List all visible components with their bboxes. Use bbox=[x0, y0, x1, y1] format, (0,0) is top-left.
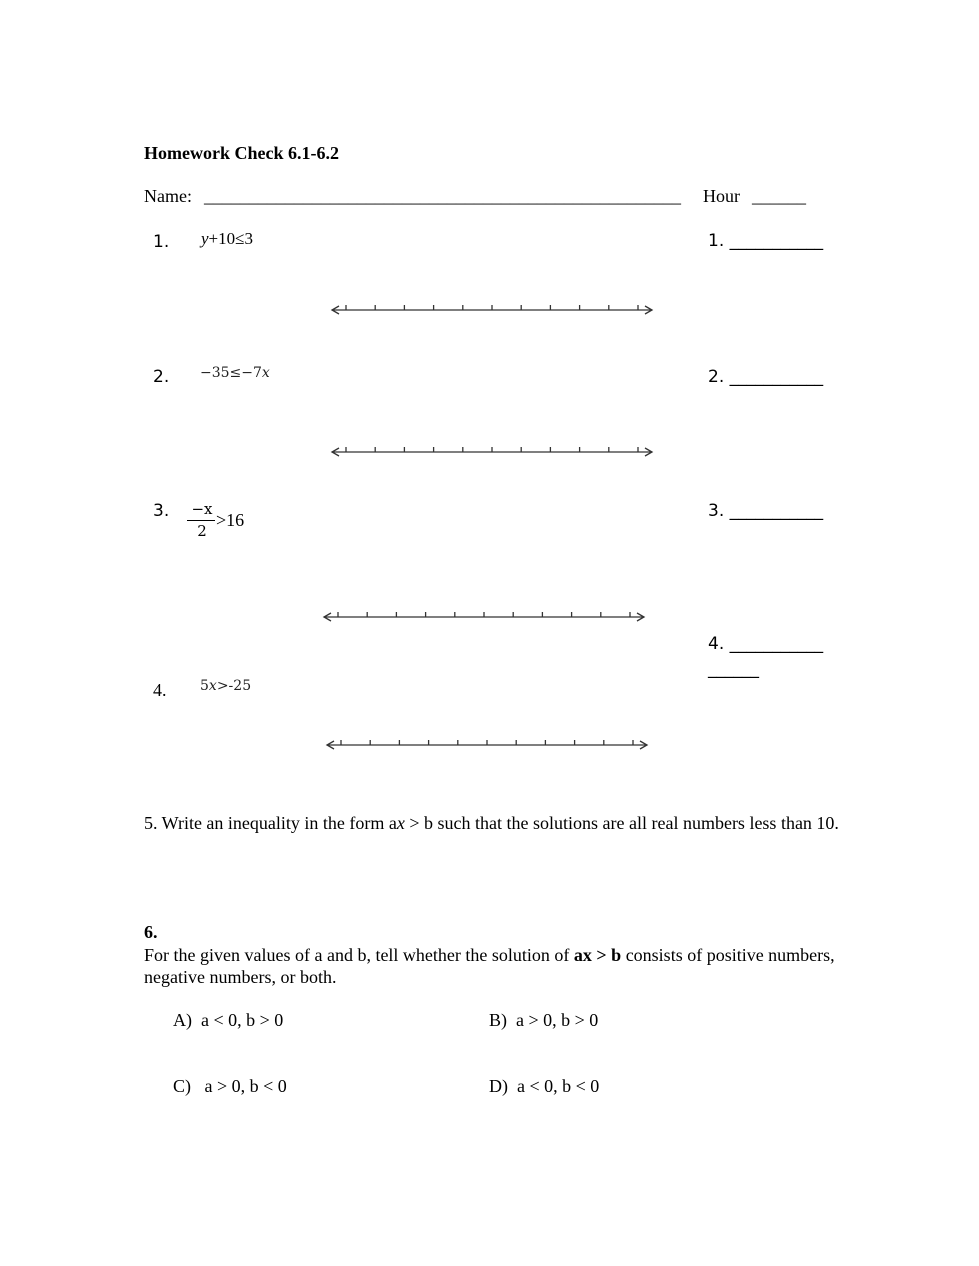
option-d bbox=[489, 1076, 599, 1097]
variable: x bbox=[261, 365, 270, 381]
option-label: D) bbox=[489, 1076, 508, 1096]
problem-3-equation bbox=[187, 500, 257, 545]
number-line-3[interactable] bbox=[320, 606, 648, 626]
option-label: A) bbox=[173, 1010, 192, 1030]
option-text: a > 0, b < 0 bbox=[200, 1076, 287, 1096]
variable: y bbox=[201, 229, 209, 248]
problem-4-equation bbox=[200, 678, 251, 694]
answer-4 bbox=[708, 634, 823, 654]
question-6-number: 6. bbox=[144, 922, 158, 942]
equation-text: >-25 bbox=[216, 678, 252, 694]
number-line-2[interactable] bbox=[328, 441, 656, 461]
problem-4-number: 4. bbox=[153, 680, 167, 700]
question-5-text: > b such that the solutions are all real numbers less than 10. bbox=[404, 813, 839, 833]
question-6-text: For the given values of a and b, tell whether the solution of bbox=[144, 945, 574, 965]
number-line-1[interactable] bbox=[328, 299, 656, 319]
hour-field[interactable]: ______ bbox=[752, 186, 806, 206]
variable: x bbox=[208, 678, 217, 694]
option-text: a > 0, b > 0 bbox=[516, 1010, 599, 1030]
equation-text: −35≤−7 bbox=[200, 365, 262, 381]
equation-text: 5 bbox=[200, 678, 209, 694]
name-label: Name: bbox=[144, 186, 192, 206]
option-text: a < 0, b > 0 bbox=[201, 1010, 284, 1030]
variable: x bbox=[396, 813, 405, 833]
answer-3 bbox=[708, 501, 823, 521]
hour-label: Hour bbox=[703, 186, 740, 206]
equation-text: >16 bbox=[216, 510, 245, 530]
answer-label: 3. bbox=[708, 501, 725, 521]
problem-2-number: 2. bbox=[153, 367, 170, 387]
problem-1-equation bbox=[201, 229, 253, 249]
problem-2-equation bbox=[200, 365, 270, 381]
answer-4-field-continued[interactable]: ______ bbox=[708, 659, 759, 679]
fraction-numerator: −x bbox=[191, 500, 213, 518]
answer-label: 2. bbox=[708, 367, 725, 387]
equation-text: +10≤3 bbox=[208, 229, 253, 248]
page-title: Homework Check 6.1-6.2 bbox=[144, 143, 339, 163]
answer-label: 1. bbox=[708, 231, 725, 251]
problem-3-number: 3. bbox=[153, 501, 170, 521]
answer-2-field[interactable]: ___________ bbox=[729, 367, 824, 387]
question-5 bbox=[144, 812, 844, 834]
option-text: a < 0, b < 0 bbox=[517, 1076, 600, 1096]
answer-3-field[interactable]: ___________ bbox=[729, 501, 824, 521]
option-c bbox=[173, 1076, 287, 1097]
answer-1-field[interactable]: ___________ bbox=[729, 231, 824, 251]
problem-1-number: 1. bbox=[153, 232, 170, 252]
option-label: C) bbox=[173, 1076, 191, 1096]
question-5-text: 5. Write an inequality in the form a bbox=[144, 813, 397, 833]
question-6-text: consists of positive numbers, negative numbers, or both. bbox=[144, 945, 835, 987]
answer-2 bbox=[708, 367, 823, 387]
answer-1 bbox=[708, 231, 823, 251]
number-line-4[interactable] bbox=[323, 734, 651, 754]
fraction-bar bbox=[187, 520, 215, 521]
option-b bbox=[489, 1010, 598, 1031]
question-6-bold-text: ax > b bbox=[573, 945, 622, 965]
question-6 bbox=[144, 944, 844, 988]
answer-label: 4. bbox=[708, 634, 725, 654]
option-label: B) bbox=[489, 1010, 507, 1030]
fraction-denominator: 2 bbox=[197, 522, 207, 540]
option-a bbox=[173, 1010, 283, 1031]
answer-4-field[interactable]: ___________ bbox=[729, 634, 824, 654]
name-field[interactable]: _____________________________________________________ bbox=[204, 186, 681, 206]
